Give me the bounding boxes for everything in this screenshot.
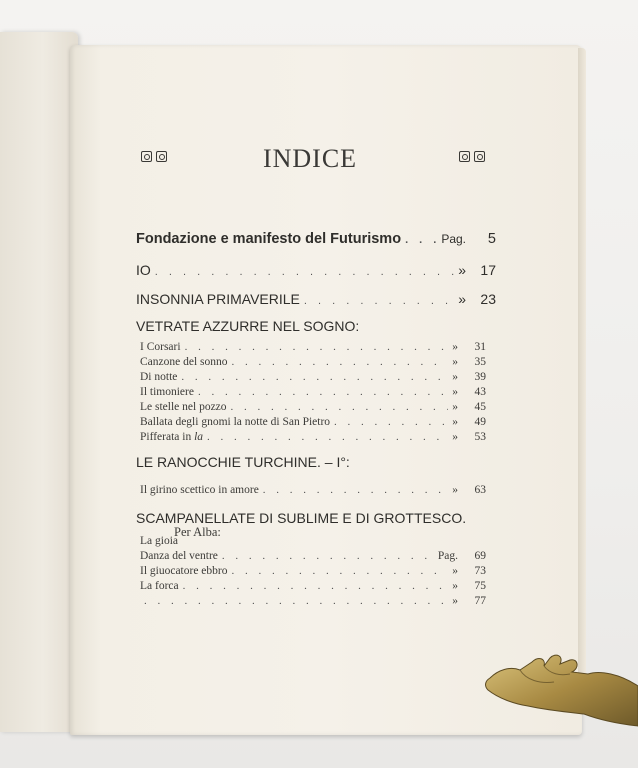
ornament-glyph	[459, 151, 470, 162]
page-title: INDICE	[262, 144, 358, 173]
toc-entry-label: INSONNIA PRIMAVERILE	[136, 291, 300, 307]
toc-subentry	[140, 550, 486, 562]
toc-entry-page: 23	[480, 291, 496, 307]
leader-dots	[144, 595, 448, 607]
toc-subentry-page: 45	[474, 401, 486, 413]
toc-subentry-label: Di notte	[140, 371, 178, 383]
toc-subentry-page: 43	[474, 386, 486, 398]
toc-subentry-page: 75	[474, 580, 486, 592]
toc-subentry-page: 53	[474, 431, 486, 443]
toc-subentry	[140, 401, 486, 413]
leader-dots	[198, 386, 448, 398]
toc-subentry-label: I Corsari	[140, 341, 181, 353]
toc-subentry	[140, 416, 486, 428]
leader-dots	[181, 371, 448, 383]
toc-subentry-label: Le stelle nel pozzo	[140, 401, 227, 413]
toc-subentry-prefix: »	[452, 580, 458, 592]
section-heading: VETRATE AZZURRE NEL SOGNO:	[136, 318, 360, 334]
toc-subentry-page: 31	[474, 341, 486, 353]
toc-subentry-prefix: »	[452, 484, 458, 496]
toc-subentry	[140, 580, 486, 592]
leader-dots	[231, 401, 449, 413]
section-heading: LE RANOCCHIE TURCHINE. – I°:	[136, 454, 350, 470]
toc-subentry	[140, 484, 486, 496]
toc-entry	[136, 262, 496, 278]
toc-subentry-label-italic: la	[194, 431, 204, 443]
toc-subentry-prefix: »	[452, 371, 458, 383]
toc-subentry-page: 49	[474, 416, 486, 428]
toc-subentry-label: Ballata degli gnomi la notte di San Pietro	[140, 416, 331, 428]
leader-dots	[207, 431, 448, 443]
toc-entry	[136, 231, 496, 247]
toc-entry-label: IO	[136, 262, 151, 278]
page-edge	[578, 48, 586, 688]
toc-subentry-label: Danza del ventre	[140, 550, 218, 562]
toc-subentry-page: 63	[474, 484, 486, 496]
toc-subentry-prefix: Pag.	[437, 550, 458, 562]
ornament-right	[459, 151, 485, 162]
toc-subentry-prefix: »	[452, 356, 458, 368]
toc-subentry-label: Il timoniere	[140, 386, 194, 398]
toc-subentry-label: La gioia	[140, 535, 178, 547]
left-page	[0, 32, 78, 732]
toc-subentry-page: 73	[474, 565, 486, 577]
leader-dots	[334, 416, 448, 428]
toc-subentry	[140, 386, 486, 398]
toc-subentry-page: 77	[474, 595, 486, 607]
toc-entry-prefix: »	[458, 262, 466, 278]
leader-dots	[185, 341, 449, 353]
toc-entry-prefix: Pag.	[441, 232, 466, 246]
leader-dots	[222, 550, 434, 562]
toc-subentry-page: 69	[474, 550, 486, 562]
toc-entry-page: 5	[487, 231, 496, 247]
toc-entry-prefix: »	[458, 291, 466, 307]
toc-subentry-prefix: »	[452, 595, 458, 607]
toc-subentry	[140, 431, 486, 443]
toc-entry	[136, 291, 496, 307]
brass-hand-weight	[480, 640, 638, 730]
toc-subentry-label: Canzone del sonno	[140, 356, 228, 368]
toc-subentry-label: La forca	[140, 580, 179, 592]
toc-subentry	[140, 341, 486, 353]
leader-dots	[155, 266, 454, 278]
toc-subentry-prefix: »	[452, 386, 458, 398]
toc-subentry-prefix: »	[452, 416, 458, 428]
toc-subentry-prefix: »	[452, 431, 458, 443]
toc-subentry-label: Pifferata in	[140, 431, 195, 443]
ornament-glyph	[141, 151, 152, 162]
toc-subentry-page: 35	[474, 356, 486, 368]
toc-subentry-label: Il girino scettico in amore	[140, 484, 259, 496]
leader-dots	[263, 484, 448, 496]
section-subheading: Per Alba:	[174, 525, 221, 539]
toc-entry-page: 17	[480, 262, 496, 278]
leader-dots	[232, 565, 449, 577]
ornament-left	[141, 151, 167, 162]
ornament-glyph	[474, 151, 485, 162]
leader-dots	[304, 295, 454, 307]
toc-subentry	[140, 595, 486, 607]
section-heading: SCAMPANELLATE DI SUBLIME E DI GROTTESCO.	[136, 510, 467, 526]
toc-subentry-prefix: »	[452, 401, 458, 413]
toc-entry-label: Fondazione e manifesto del Futurismo	[136, 231, 402, 247]
toc-subentry-label: Il giuocatore ebbro	[140, 565, 228, 577]
leader-dots	[405, 234, 437, 246]
ornament-glyph	[156, 151, 167, 162]
toc-subentry	[140, 371, 486, 383]
toc-subentry-prefix: »	[452, 341, 458, 353]
toc-subentry-prefix: »	[452, 565, 458, 577]
toc-subentry-page: 39	[474, 371, 486, 383]
toc-subentry	[140, 565, 486, 577]
toc-subentry	[140, 535, 486, 547]
leader-dots	[183, 580, 449, 592]
toc-subentry	[140, 356, 486, 368]
leader-dots	[232, 356, 449, 368]
